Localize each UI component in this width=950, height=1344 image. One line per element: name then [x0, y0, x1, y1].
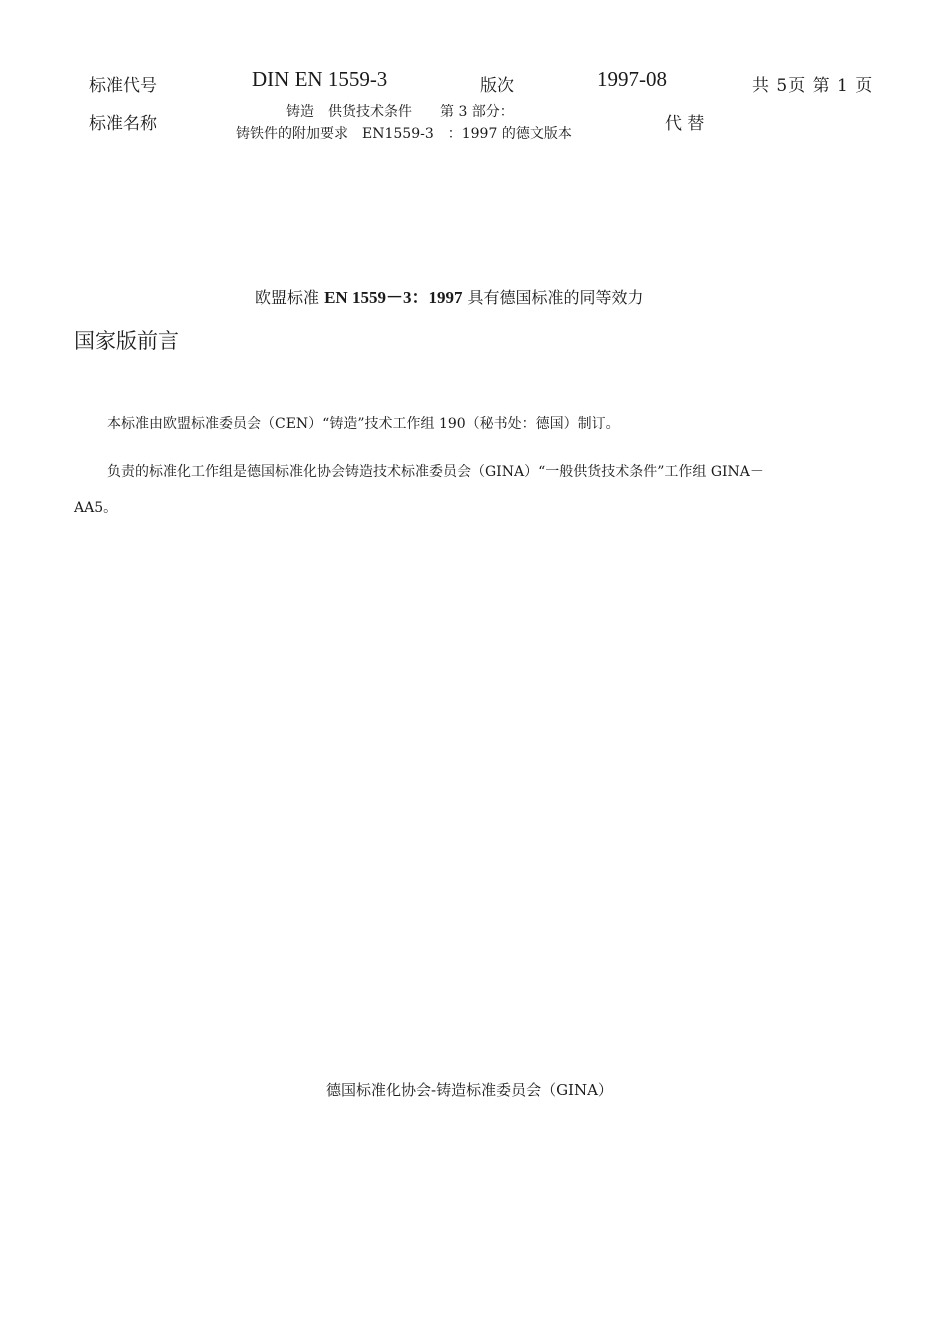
- preface-paragraph-1: 本标准由欧盟标准委员会（CEN）“铸造”技术工作组 190（秘书处：德国）制订。: [107, 416, 620, 432]
- preface-paragraph-2-line-2: AA5。: [74, 500, 118, 516]
- equivalence-standard: EN 1559－3：1997: [324, 288, 463, 307]
- replaces-label: 代 替: [665, 114, 705, 134]
- standard-name-line2: 铸铁件的附加要求 EN1559-3 ：1997 的德文版本: [236, 126, 572, 142]
- standard-name-label: 标准名称: [89, 114, 157, 134]
- preface-title: 国家版前言: [74, 329, 179, 353]
- preface-paragraph-2-line-1: 负责的标准化工作组是德国标准化协会铸造技术标准委员会（GINA）“一般供货技术条件”工作组 GINA－: [107, 464, 764, 480]
- equivalence-suffix: 具有德国标准的同等效力: [462, 288, 644, 307]
- publisher-footer: 德国标准化协会-铸造标准委员会（GINA）: [326, 1081, 613, 1099]
- edition-value: 1997-08: [597, 67, 667, 91]
- standard-name-line1: 铸造 供货技术条件 第 3 部分：: [286, 104, 514, 120]
- edition-label: 版次: [480, 76, 514, 96]
- standard-code-label: 标准代号: [89, 76, 157, 96]
- page-count: 共 5页 第 1 页: [752, 76, 874, 96]
- equivalence-statement: [255, 283, 644, 308]
- equivalence-prefix: 欧盟标准: [255, 288, 325, 307]
- standard-code-value: DIN EN 1559-3: [252, 67, 388, 91]
